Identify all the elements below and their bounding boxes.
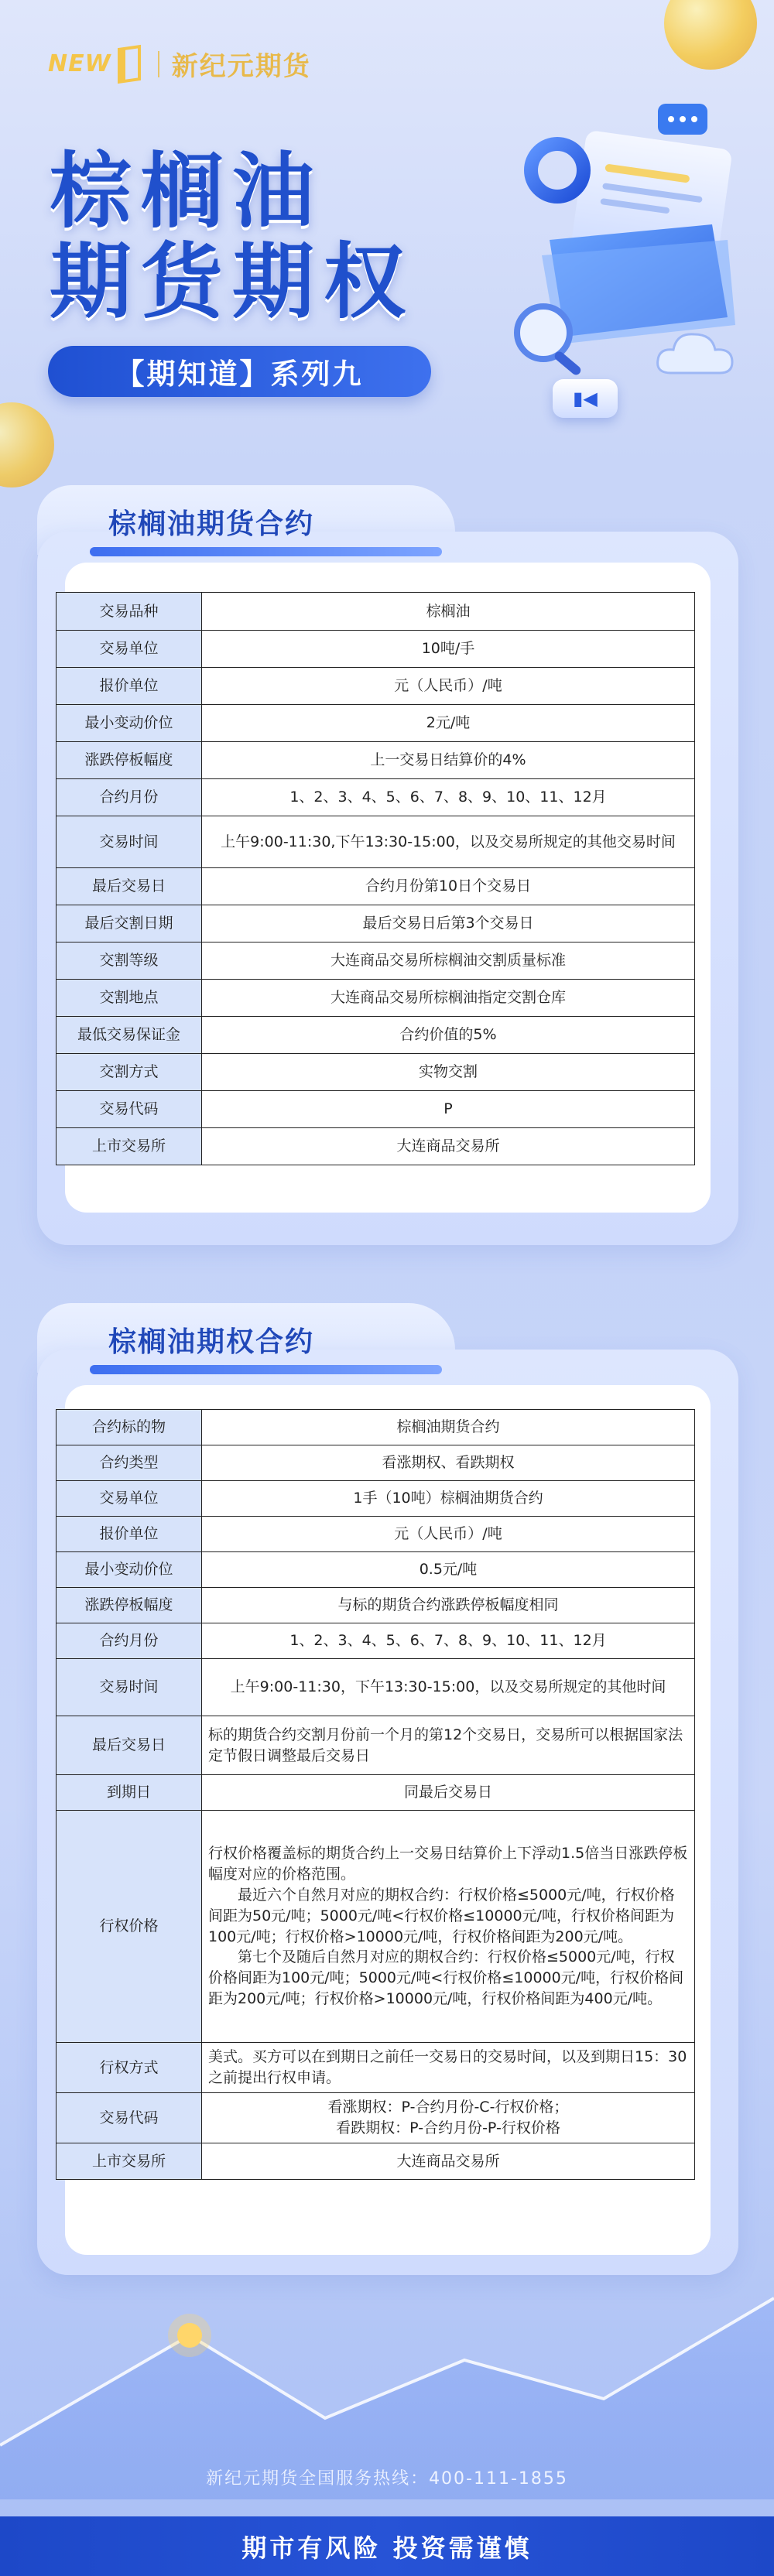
row-value: 棕榈油期货合约: [202, 1410, 695, 1445]
brand-logo: [48, 45, 311, 83]
row-key: 最小变动价位: [57, 705, 202, 742]
futures-spec-table: [56, 592, 695, 1165]
put-code: 看跌期权：P-合约月份-P-行权价格: [336, 2119, 560, 2136]
row-key: 上市交易所: [57, 2143, 202, 2180]
row-value: 大连商品交易所棕榈油指定交割仓库: [202, 980, 695, 1017]
row-key: 交易代码: [57, 1091, 202, 1128]
heading-underline: [90, 547, 442, 556]
table-row: [57, 905, 695, 942]
table-row: [57, 1775, 695, 1811]
row-value: 元（人民币）/吨: [202, 1517, 695, 1552]
row-value: 上午9:00-11:30,下午13:30-15:00，以及交易所规定的其他交易时间: [202, 816, 695, 868]
row-key: 交割等级: [57, 942, 202, 980]
row-value: 1手（10吨）棕榈油期货合约: [202, 1481, 695, 1517]
row-key: 交易代码: [57, 2093, 202, 2143]
row-key: 交易品种: [57, 593, 202, 631]
table-row: [57, 942, 695, 980]
row-key: 涨跌停板幅度: [57, 742, 202, 779]
call-code: 看涨期权：P-合约月份-C-行权价格；: [327, 2099, 569, 2116]
row-key: 交割地点: [57, 980, 202, 1017]
table-row: [57, 2143, 695, 2180]
row-key: 交易单位: [57, 1481, 202, 1517]
row-key: 合约月份: [57, 779, 202, 816]
table-row: [57, 2043, 695, 2093]
table-row: [57, 816, 695, 868]
row-value: [202, 2093, 695, 2143]
logo-divider: [158, 51, 159, 77]
heading-underline: [90, 1365, 442, 1374]
row-value: 上一交易日结算价的4%: [202, 742, 695, 779]
page-title-line2: 期货期权: [50, 234, 415, 330]
door-logo-icon: [115, 46, 146, 82]
row-key: 行权方式: [57, 2043, 202, 2093]
logo-new-text: NEW: [48, 50, 111, 77]
table-row: [57, 779, 695, 816]
table-row: [57, 1517, 695, 1552]
strike-paragraph-2: 最近六个自然月对应的期权合约：行权价格≤5000元/吨，行权价格间距为50元/吨；5000元/吨<行权价格≤10000元/吨，行权价格间距为100元/吨；行权价格>10000元/吨，行权价格间距为200元/吨。: [208, 1886, 675, 1945]
table-row: [57, 1552, 695, 1588]
table-row: [57, 1481, 695, 1517]
row-key: 行权价格: [57, 1811, 202, 2043]
play-button-icon: ▮◀: [553, 379, 618, 418]
row-key: 合约标的物: [57, 1410, 202, 1445]
table-row: [57, 631, 695, 668]
table-row: [57, 1716, 695, 1775]
row-key: 最后交易日: [57, 868, 202, 905]
row-key: 合约月份: [57, 1623, 202, 1659]
row-value: 2元/吨: [202, 705, 695, 742]
row-value: 元（人民币）/吨: [202, 668, 695, 705]
row-value: 与标的期货合约涨跌停板幅度相同: [202, 1588, 695, 1623]
table-row: [57, 1128, 695, 1165]
row-key: 最后交易日: [57, 1716, 202, 1775]
row-value: 棕榈油: [202, 593, 695, 631]
row-value: P: [202, 1091, 695, 1128]
table-row: [57, 668, 695, 705]
row-key: 最小变动价位: [57, 1552, 202, 1588]
table-row: [57, 593, 695, 631]
row-key: 报价单位: [57, 1517, 202, 1552]
table-row: [57, 1588, 695, 1623]
row-key: 最低交易保证金: [57, 1017, 202, 1054]
table-row: [57, 868, 695, 905]
row-value: 标的期货合约交割月份前一个月的第12个交易日，交易所可以根据国家法定节假日调整最后交易日: [202, 1716, 695, 1775]
row-key: 涨跌停板幅度: [57, 1588, 202, 1623]
table-row: [57, 742, 695, 779]
row-value: 1、2、3、4、5、6、7、8、9、10、11、12月: [202, 779, 695, 816]
row-value: 大连商品交易所棕榈油交割质量标准: [202, 942, 695, 980]
table-row: [57, 1017, 695, 1054]
strike-paragraph-1: 行权价格覆盖标的期货合约上一交易日结算价上下浮动1.5倍当日涨跌停板幅度对应的价格范围。: [208, 1844, 688, 1883]
gold-coin-decoration: [664, 0, 757, 70]
row-value: 同最后交易日: [202, 1775, 695, 1811]
row-value: 合约月份第10日个交易日: [202, 868, 695, 905]
table-row: [57, 1445, 695, 1481]
options-heading: 棕榈油期权合约: [108, 1326, 315, 1358]
table-row: [57, 705, 695, 742]
strike-paragraph-3: 第七个及随后自然月对应的期权合约：行权价格≤5000元/吨，行权价格间距为100元/吨；5000元/吨<行权价格≤10000元/吨，行权价格间距为200元/吨；行权价格>10000元/吨，行权价格间距为400元/吨。: [208, 1948, 684, 2008]
table-row: [57, 980, 695, 1017]
row-value: 实物交割: [202, 1054, 695, 1091]
brand-name: 新纪元期货: [171, 51, 311, 82]
cloud-icon: [652, 325, 737, 379]
row-key: 上市交易所: [57, 1128, 202, 1165]
row-value: 大连商品交易所: [202, 1128, 695, 1165]
row-value: 大连商品交易所: [202, 2143, 695, 2180]
row-key: 交割方式: [57, 1054, 202, 1091]
table-row: [57, 1410, 695, 1445]
options-spec-table: [56, 1409, 695, 2180]
page-title-line1: 棕榈油: [50, 144, 324, 239]
row-key: 最后交割日期: [57, 905, 202, 942]
strike-price-cell: [202, 1811, 695, 2043]
risk-warning-bar: 期市有风险 投资需谨慎: [0, 2516, 774, 2576]
row-key: 合约类型: [57, 1445, 202, 1481]
row-key: 交易时间: [57, 1659, 202, 1716]
table-row: [57, 1811, 695, 2043]
table-row: [57, 2093, 695, 2143]
table-row: [57, 1091, 695, 1128]
row-value: 10吨/手: [202, 631, 695, 668]
table-row: [57, 1623, 695, 1659]
row-value: 看涨期权、看跌期权: [202, 1445, 695, 1481]
row-value: 0.5元/吨: [202, 1552, 695, 1588]
series-badge: 【期知道】系列九: [48, 346, 431, 397]
table-row: [57, 1054, 695, 1091]
row-key: 到期日: [57, 1775, 202, 1811]
row-value: 1、2、3、4、5、6、7、8、9、10、11、12月: [202, 1623, 695, 1659]
table-row: [57, 1659, 695, 1716]
row-value: 最后交易日后第3个交易日: [202, 905, 695, 942]
row-key: 交易单位: [57, 631, 202, 668]
futures-heading: 棕榈油期货合约: [108, 508, 315, 540]
gold-coin-decoration-left: [0, 402, 54, 487]
row-key: 交易时间: [57, 816, 202, 868]
row-value: 上午9:00-11:30，下午13:30-15:00，以及交易所规定的其他时间: [202, 1659, 695, 1716]
row-value: 合约价值的5%: [202, 1017, 695, 1054]
row-value: 美式。买方可以在到期日之前任一交易日的交易时间，以及到期日15：30之前提出行权申请。: [202, 2043, 695, 2093]
row-key: 报价单位: [57, 668, 202, 705]
service-hotline: 新纪元期货全国服务热线：400-111-1855: [206, 2469, 568, 2489]
